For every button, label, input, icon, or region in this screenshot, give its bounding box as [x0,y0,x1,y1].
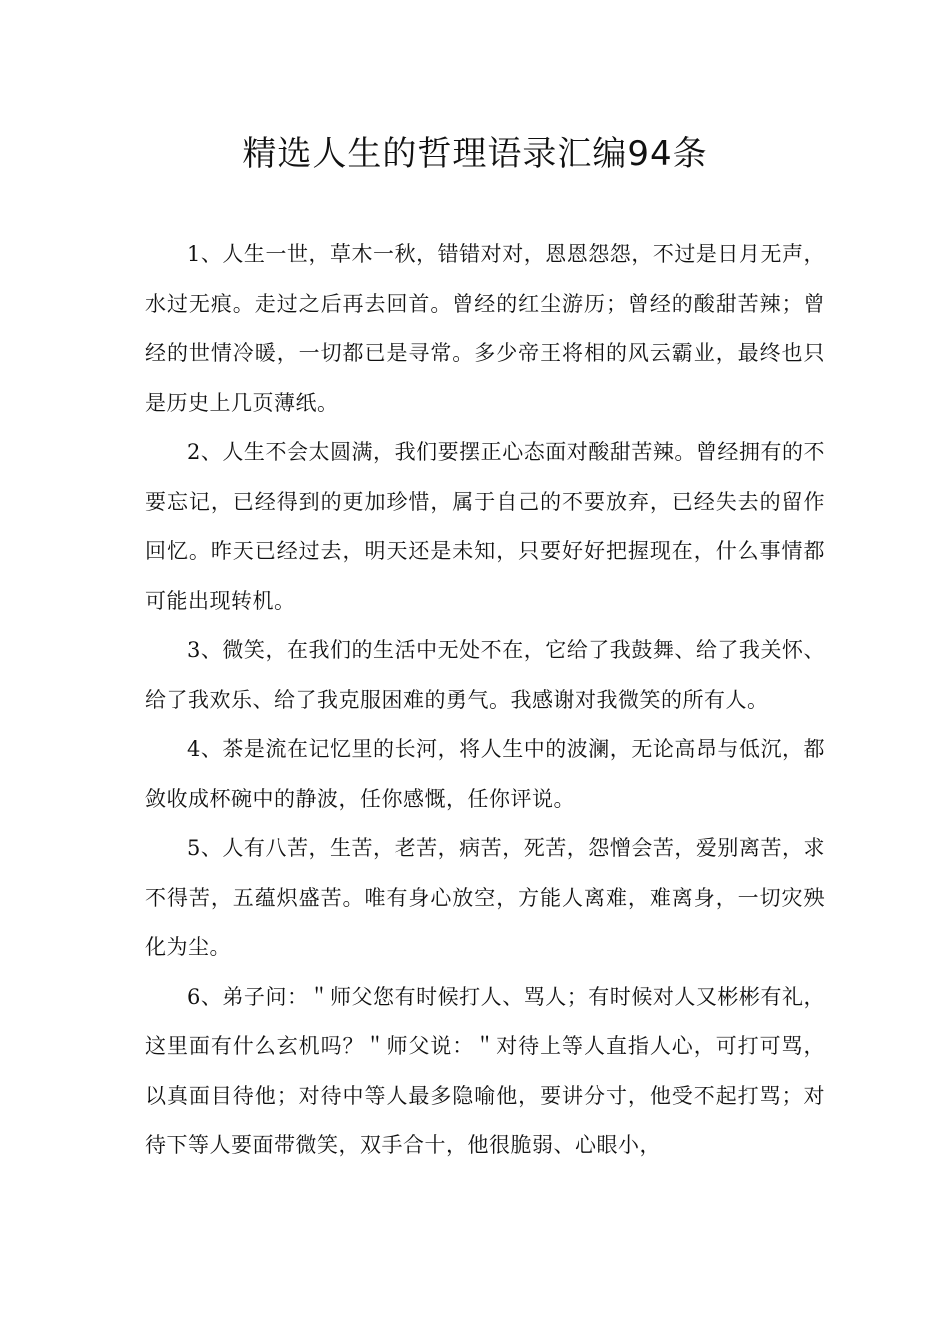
paragraph-6: 6、弟子问：＂师父您有时候打人、骂人；有时候对人又彬彬有礼，这里面有什么玄机吗？＂师父说：＂对待上等人直指人心，可打可骂，以真面目待他；对待中等人最多隐喻他，要讲分寸，他受不起打骂；对待下等人要面带微笑，双手合十，他很脆弱、心眼小， [145,984,825,1157]
paragraph-1: 1、人生一世，草木一秋，错错对对，恩恩怨怨，不过是日月无声，水过无痕。走过之后再去回首。曾经的红尘游历；曾经的酸甜苦辣；曾经的世情冷暖，一切都已是寻常。多少帝王将相的风云霸业，最终也只是历史上几页薄纸。 [145,242,825,415]
document-body [145,230,825,1171]
document-title: 精选人生的哲理语录汇编94条 [242,134,708,174]
paragraph-2: 2、人生不会太圆满，我们要摆正心态面对酸甜苦辣。曾经拥有的不要忘记，已经得到的更加珍惜，属于自己的不要放弃，已经失去的留作回忆。昨天已经过去，明天还是未知，只要好好把握现在，什么事情都可能出现转机。 [145,440,825,613]
paragraph-4: 4、茶是流在记忆里的长河，将人生中的波澜，无论高昂与低沉，都敛收成杯碗中的静波，任你感慨，任你评说。 [145,737,825,811]
paragraph-3: 3、微笑，在我们的生活中无处不在，它给了我鼓舞、给了我关怀、给了我欢乐、给了我克服困难的勇气。我感谢对我微笑的所有人。 [145,638,825,712]
paragraph-5: 5、人有八苦，生苦，老苦，病苦，死苦，怨憎会苦，爱别离苦，求不得苦，五蕴炽盛苦。唯有身心放空，方能人离难，难离身，一切灾殃化为尘。 [145,836,825,959]
